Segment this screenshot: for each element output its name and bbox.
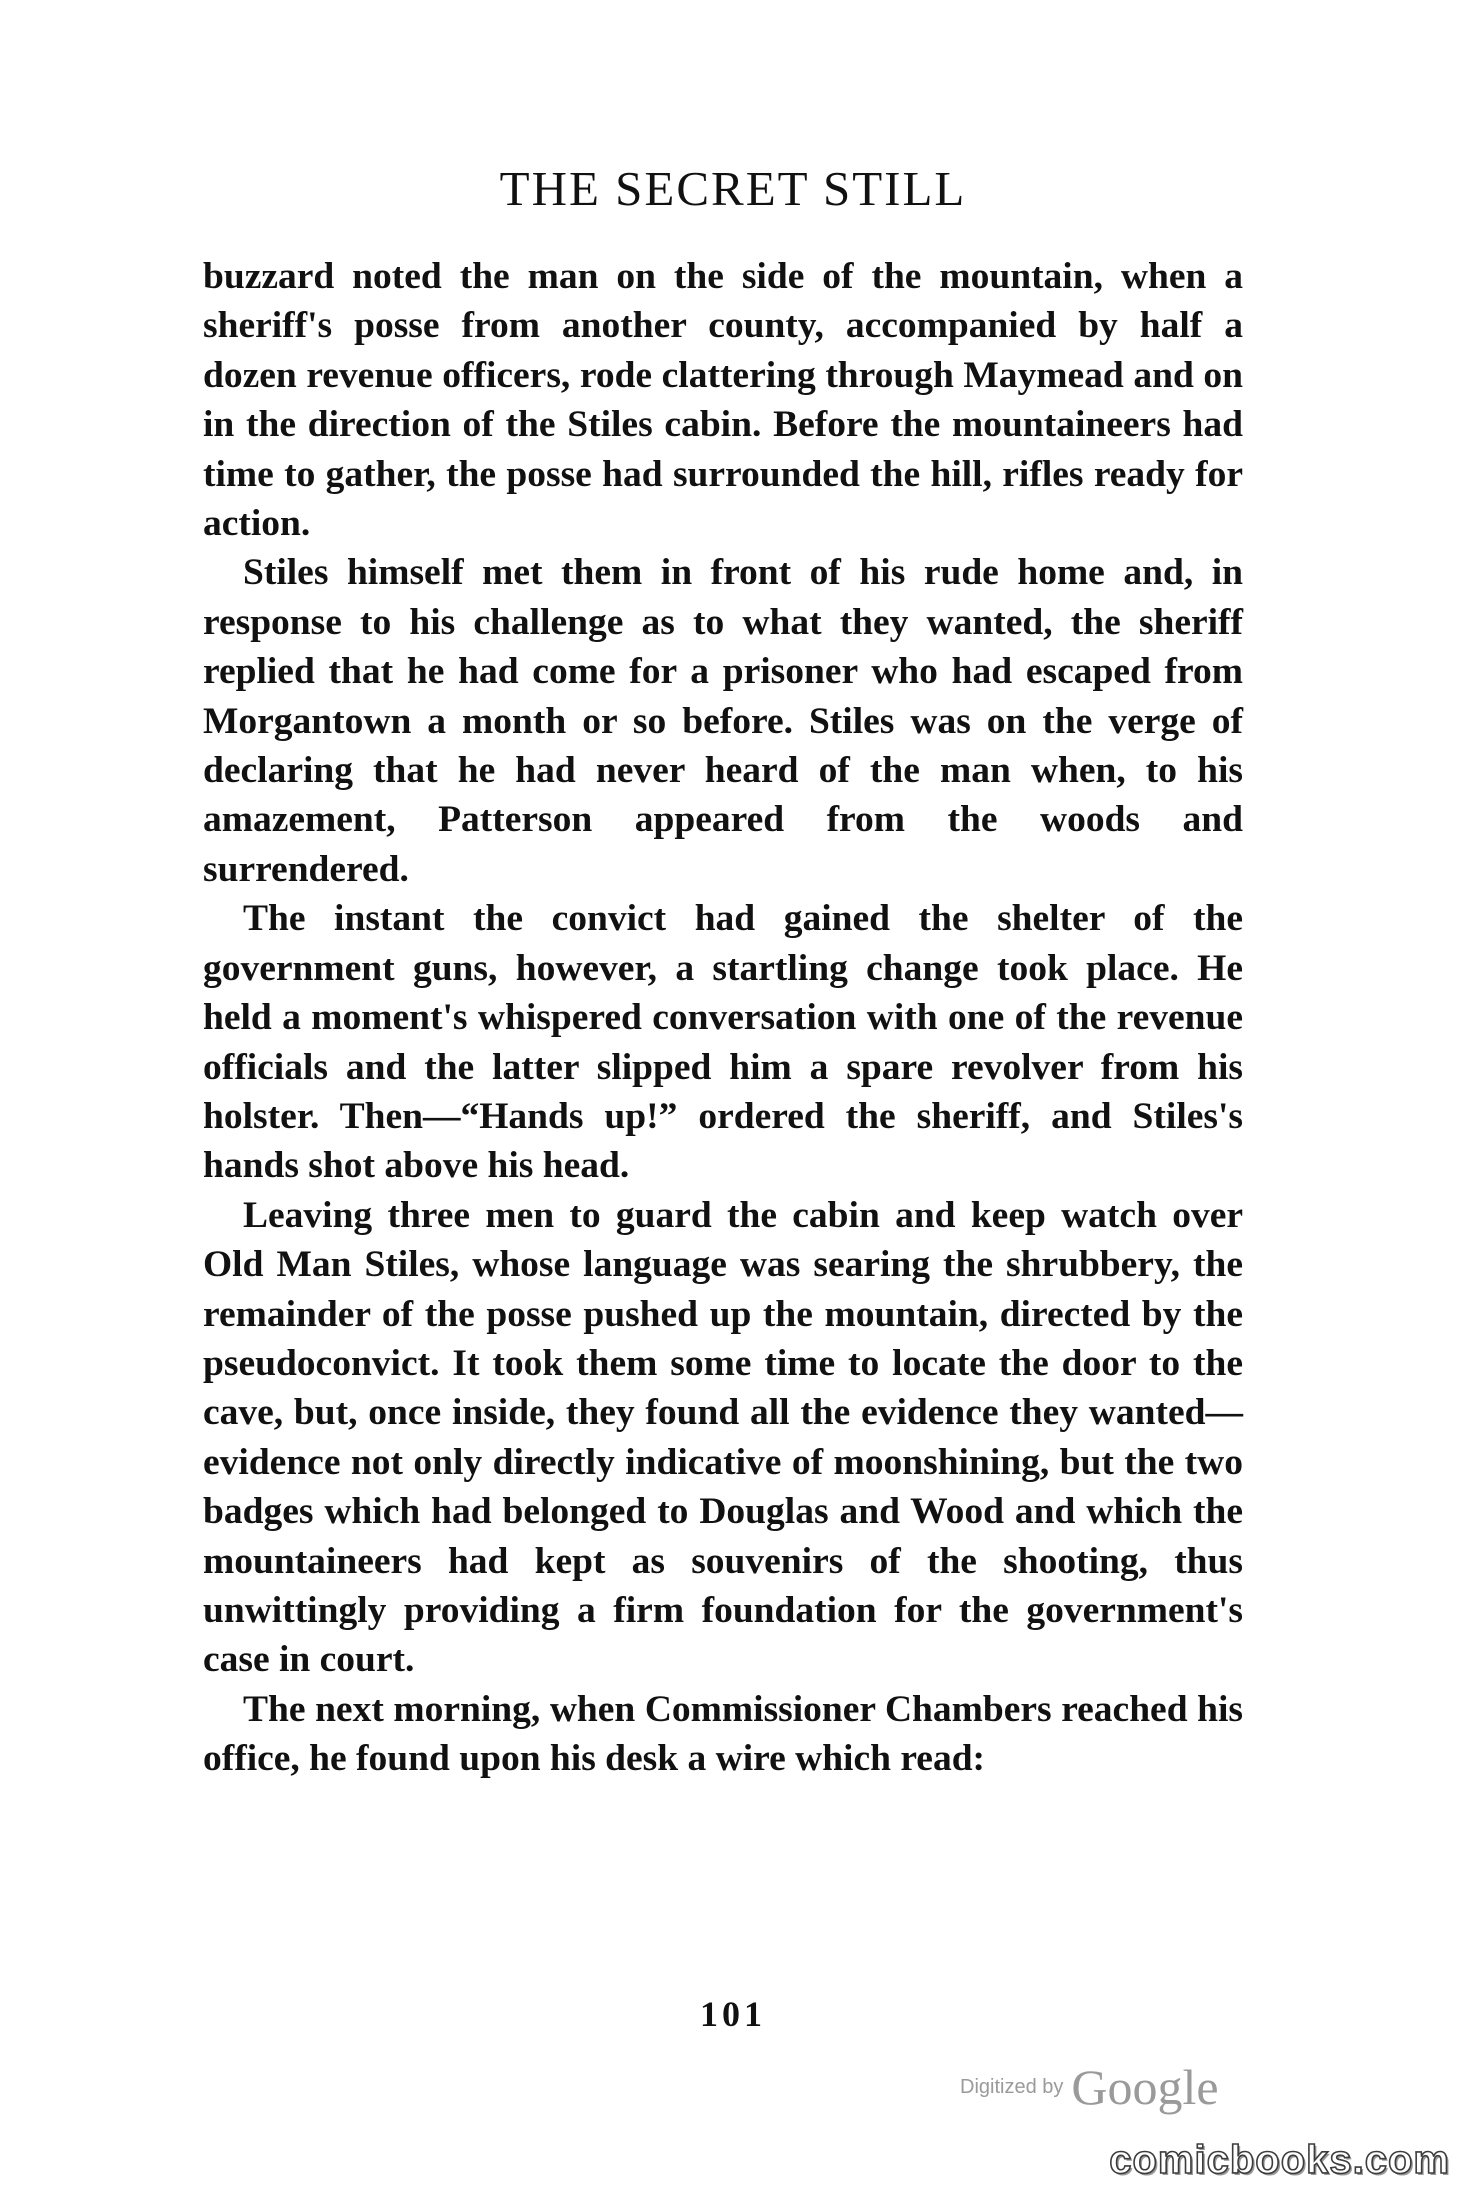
paragraph-1: buzzard noted the man on the side of the mountain, when a sheriff's posse from another county, accompanied by half a dozen revenue officers, rode clattering through Maymead and on in the direction of the Stiles cabin. Before the mountaineers had time to gather, the posse had surrounded the hill, rifles ready for action. bbox=[203, 256, 1243, 545]
digitized-by-label: Digitized by bbox=[960, 2075, 1064, 2098]
running-head: THE SECRET STILL bbox=[499, 161, 967, 216]
paragraph-5: The next morning, when Commissioner Chambers reached his office, he found upon his desk a wire which read: bbox=[203, 1688, 1243, 1780]
google-logo: Google bbox=[1071, 2059, 1219, 2115]
paragraph-2: Stiles himself met them in front of his rude home and, in response to his challenge as to what they wanted, the sheriff replied that he had come for a prisoner who had escaped from Morgantown a month or so before. Stiles was on the verge of declaring that he had never heard of the man when, to his amazement, Patterson appeared from the woods and surrendered. bbox=[203, 552, 1243, 890]
page-number: 101 bbox=[700, 1994, 766, 2034]
paragraph-4: Leaving three men to guard the cabin and keep watch over Old Man Stiles, whose language was searing the shrubbery, the remainder of the posse pushed up the mountain, directed by the pseudoconvict. It took them some time to locate the door to the cave, but, once inside, they found all the evidence they wanted—evidence not only directly indicative of moonshining, but the two badges which had belonged to Douglas and Wood and which the mountaineers had kept as souvenirs of the shooting, thus unwittingly providing a firm foundation for the government's case in court. bbox=[203, 1194, 1243, 1681]
site-watermark: comicbooks.com bbox=[1109, 2138, 1450, 2182]
body-text bbox=[203, 252, 1243, 1784]
digitized-by-notice bbox=[960, 2058, 1260, 2116]
paragraph-3: The instant the convict had gained the shelter of the government guns, however, a startling change took place. He held a moment's whispered conversation with one of the revenue officials and the latter slipped him a spare revolver from his holster. Then—“Hands up!” ordered the sheriff, and Stiles's hands shot above his head. bbox=[203, 898, 1243, 1187]
